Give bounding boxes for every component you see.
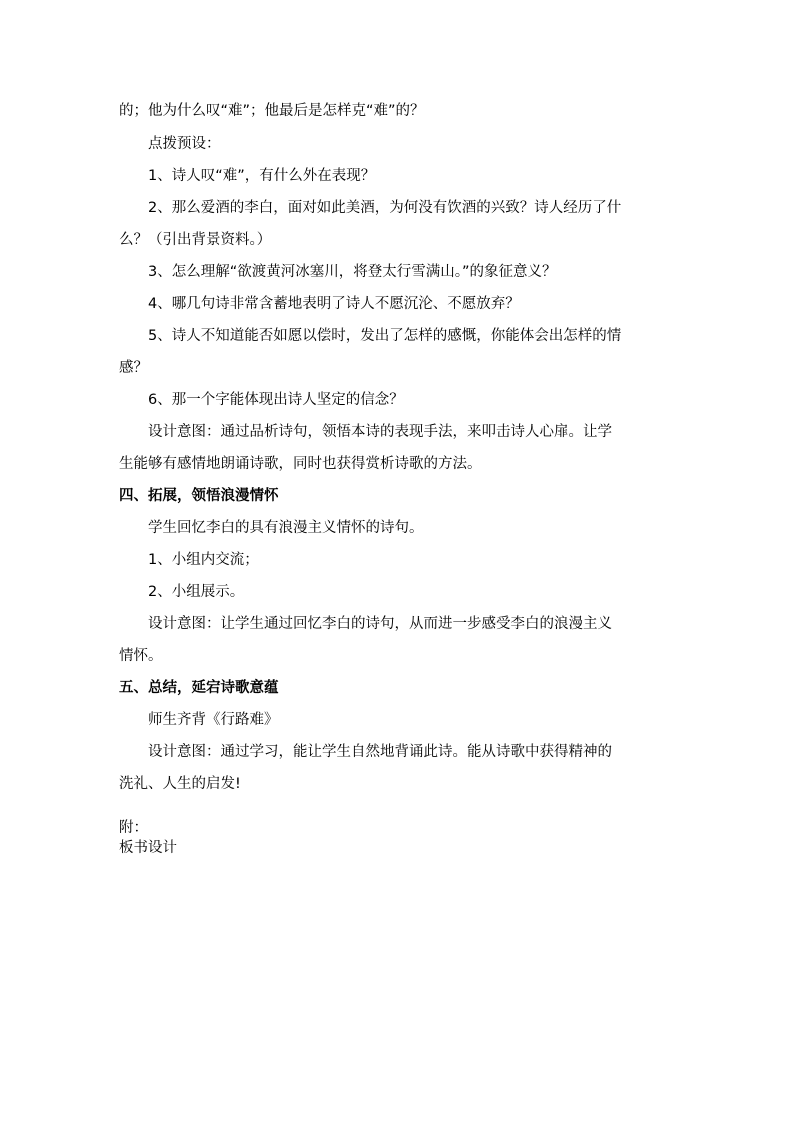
- list-item-continuation: 感？: [119, 360, 148, 376]
- paragraph-line: 师生齐背《行路难》: [148, 712, 279, 728]
- section-heading: 四、拓展，领悟浪漫情怀: [119, 488, 279, 504]
- section-heading: 五、总结，延宕诗歌意蕴: [119, 680, 279, 696]
- list-item: 4、哪几句诗非常含蓄地表明了诗人不愿沉沦、不愿放弃？: [148, 296, 520, 312]
- paragraph-line: 生能够有感情地朗诵诗歌，同时也获得赏析诗歌的方法。: [119, 456, 482, 472]
- paragraph-line: 点拨预设：: [148, 136, 221, 152]
- paragraph-line: 学生回忆李白的具有浪漫主义情怀的诗句。: [148, 520, 424, 536]
- list-item: 5、诗人不知道能否如愿以偿时，发出了怎样的感慨，你能体会出怎样的情: [148, 328, 622, 344]
- list-item: 6、那一个字能体现出诗人坚定的信念？: [148, 392, 404, 408]
- list-item: 1、诗人叹“难”，有什么外在表现？: [148, 168, 376, 184]
- list-item: 1、小组内交流；: [148, 552, 259, 568]
- paragraph-line: 情怀。: [119, 648, 163, 664]
- list-item: 2、小组展示。: [148, 584, 245, 600]
- paragraph-line: 设计意图：通过学习，能让学生自然地背诵此诗。能从诗歌中获得精神的: [148, 744, 612, 760]
- list-item: 2、那么爱酒的李白，面对如此美酒，为何没有饮酒的兴致？诗人经历了什: [148, 200, 622, 216]
- appendix-title: 板书设计: [119, 840, 177, 856]
- list-item-continuation: 么？（引出背景资料。）: [119, 232, 272, 248]
- paragraph-line: 洗礼、人生的启发!: [119, 776, 241, 792]
- paragraph-line: 设计意图：通过品析诗句，领悟本诗的表现手法，来叩击诗人心扉。让学: [148, 424, 612, 440]
- appendix-label: 附：: [119, 820, 148, 836]
- paragraph-line: 的；他为什么叹“难”；他最后是怎样克“难”的？: [119, 103, 425, 119]
- paragraph-line: 设计意图：让学生通过回忆李白的诗句，从而进一步感受李白的浪漫主义: [148, 616, 612, 632]
- list-item: 3、怎么理解“欲渡黄河冰塞川，将登太行雪满山。”的象征意义？: [148, 264, 557, 280]
